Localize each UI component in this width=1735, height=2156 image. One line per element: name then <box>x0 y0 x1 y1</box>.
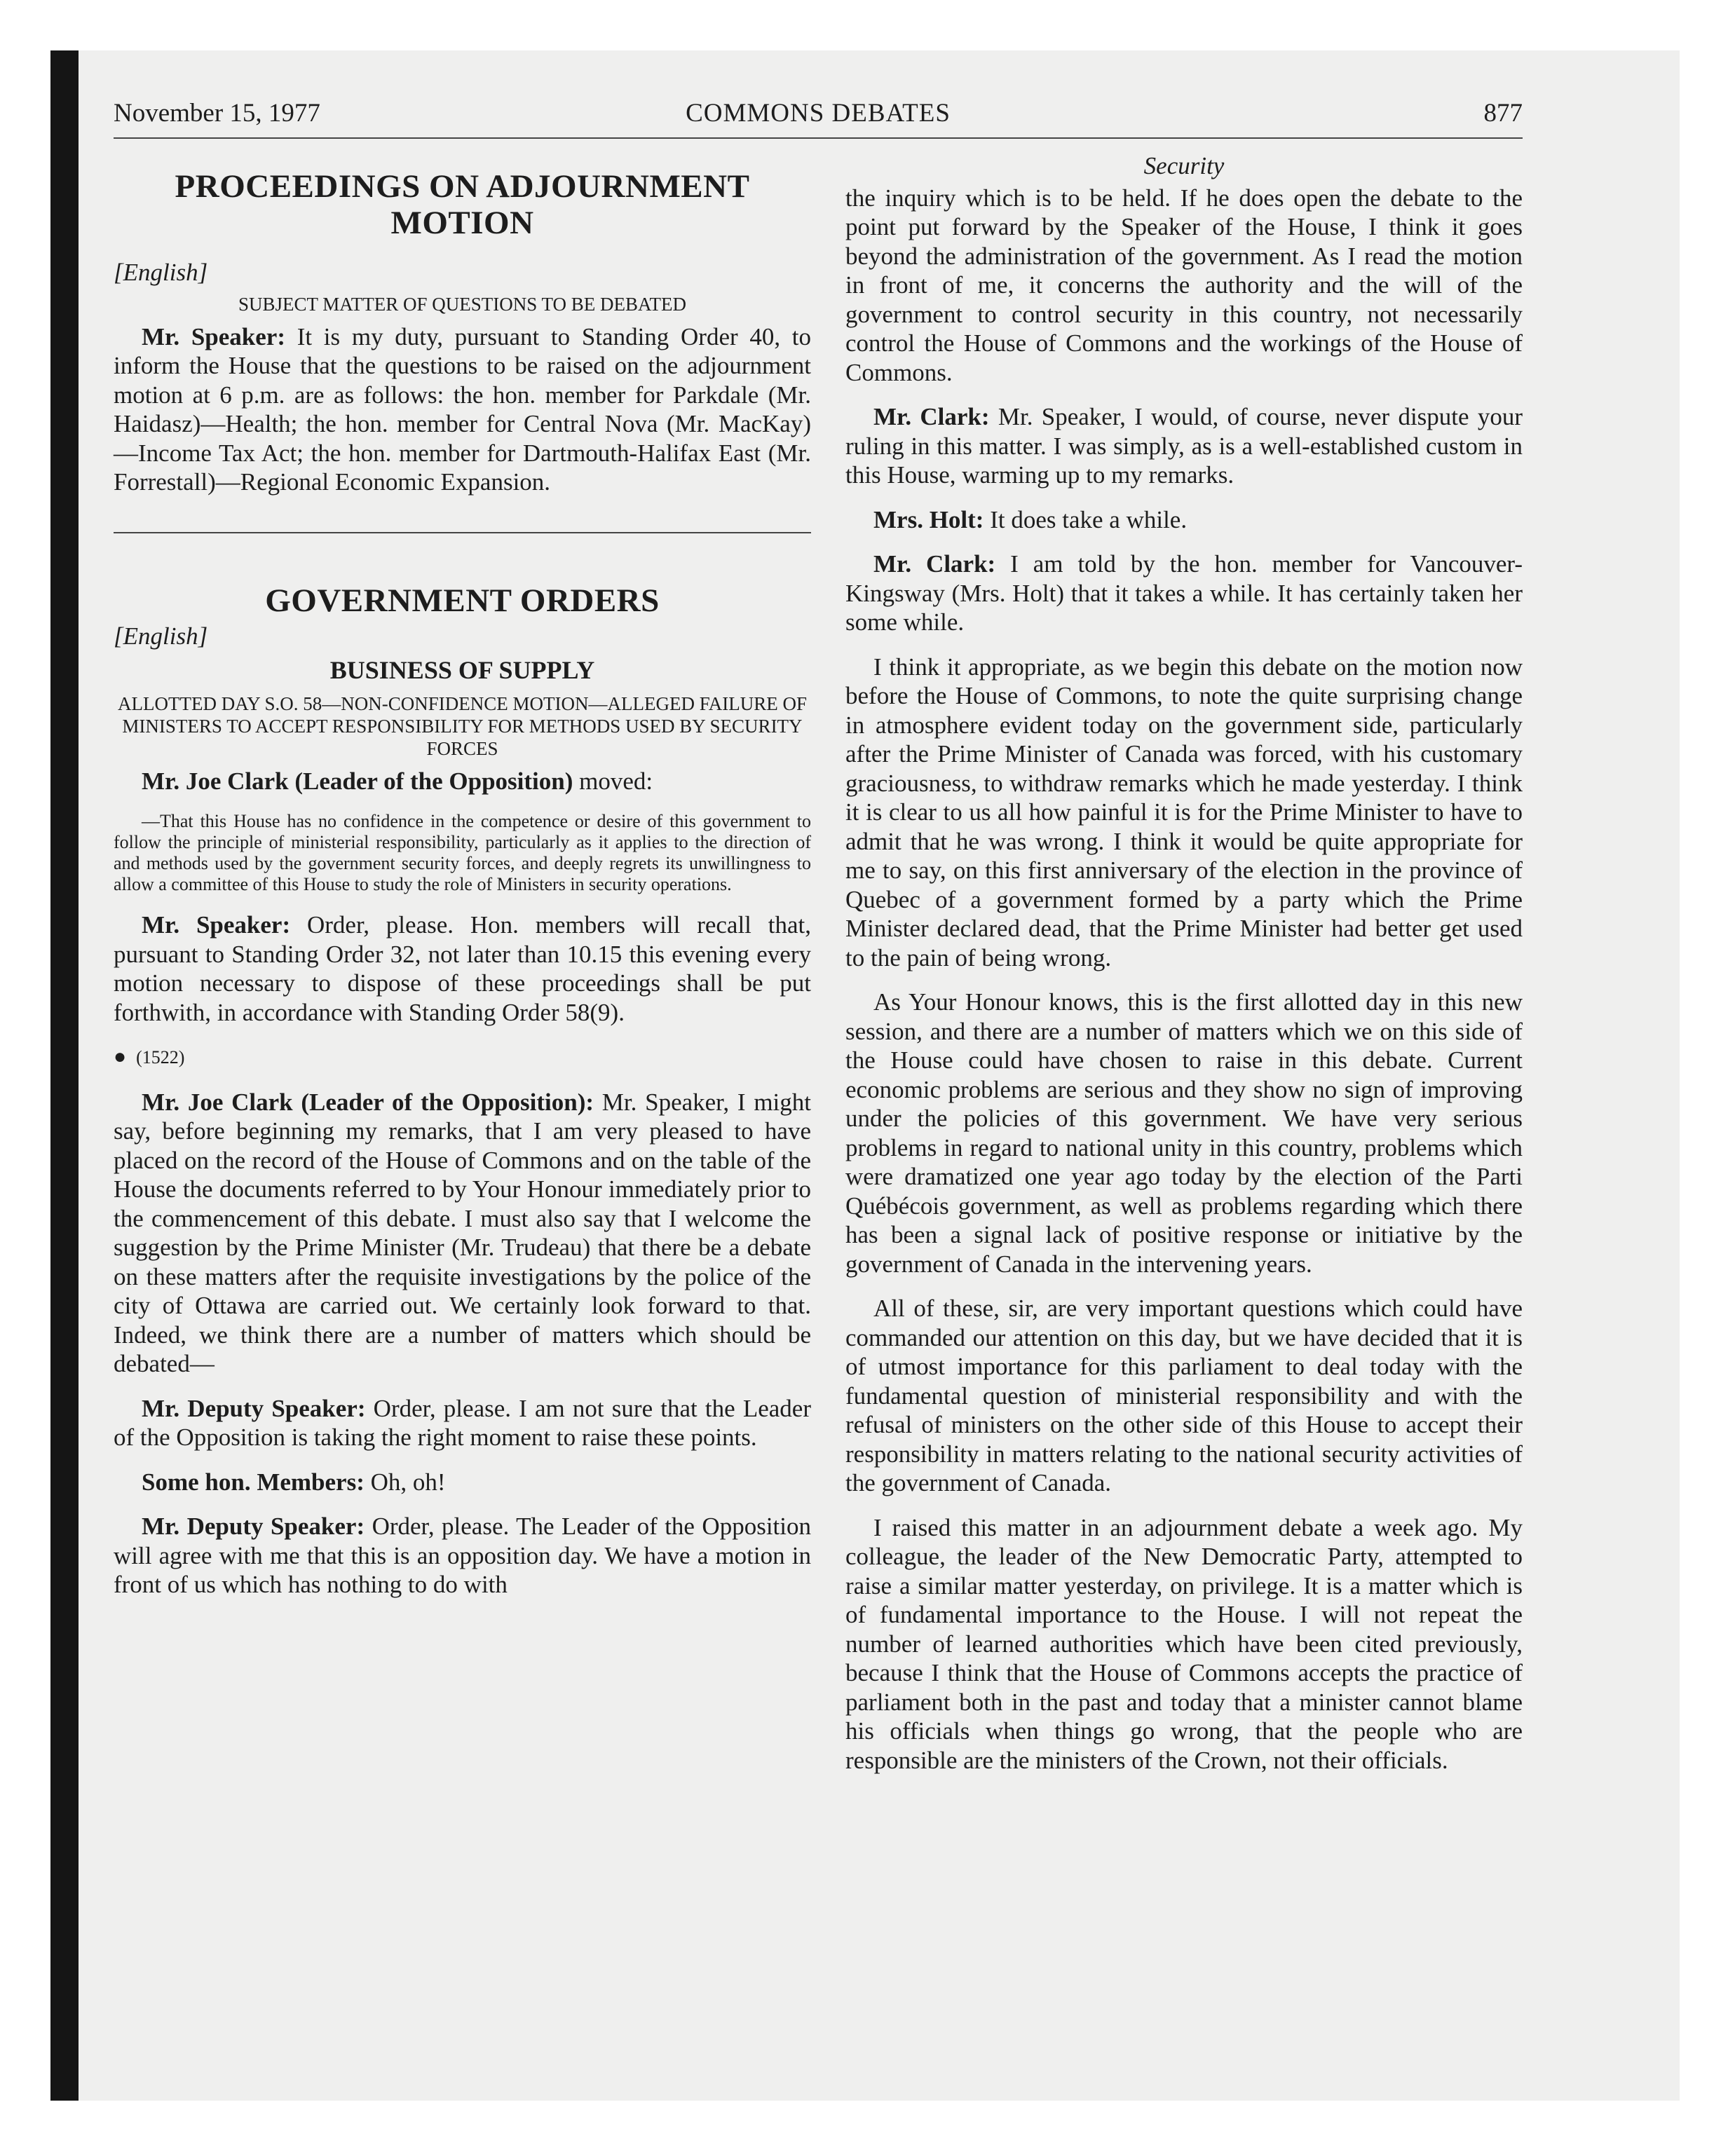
paragraph <box>114 1512 811 1599</box>
paragraph <box>845 402 1523 490</box>
speech-text: It is my duty, pursuant to Standing Order 40, to inform the House that the questions to be raised on the adjournment motion at 6 p.m. are as follows: the hon. member for Parkdale (Mr. Haidasz)—Health; the hon. member for Central Nova (Mr. MacKay)—Income Tax Act; the hon. member for Dartmouth-Halifax East (Mr. Forrestall)—Regional Economic Expansion. <box>114 322 812 496</box>
subheading-allotted-day: ALLOTTED DAY S.O. 58—NON-CONFIDENCE MOTION—ALLEGED FAILURE OF MINISTERS TO ACCEPT RESPONSIBILITY FOR METHODS USED BY SECURITY FORCES <box>118 692 807 759</box>
header-title: COMMONS DEBATES <box>686 99 951 128</box>
paragraph: the inquiry which is to be held. If he does open the debate to the point put forward by the Speaker of the House, I think it goes beyond the administration of the government. As I read the motion in front of me, it concerns the authority and the will of the government to control security in this country, not necessarily control the House of Commons and the workings of the House of Commons. <box>845 184 1523 386</box>
page-number: 877 <box>1483 99 1523 128</box>
speaker-name: Mr. Speaker: <box>142 911 291 939</box>
speaker-name: Mr. Joe Clark (Leader of the Opposition): <box>142 1088 594 1116</box>
speech-text: Mr. Speaker, I might say, before beginning my remarks, that I am very pleased to have placed on the record of the House of Commons and on the table of the House the documents referred to by Your Honour immediately prior to the commencement of this debate. I must also say that I welcome the suggestion by the Prime Minister (Mr. Trudeau) that there be a debate on these matters after the requisite investigations by the police of the city of Ottawa are carried out. We certainly look forward to that. Indeed, we think there are a number of matters which should be debated— <box>114 1088 811 1377</box>
paragraph <box>114 1394 811 1452</box>
speech-text: Order, please. Hon. members will recall that, pursuant to Standing Order 32, not later than 10.15 this evening every motion necessary to dispose of these proceedings shall be put forthwith, in accordance with Standing Order 58(9). <box>114 911 811 1026</box>
paragraph <box>845 550 1523 637</box>
speech-text: Mr. Speaker, I would, of course, never dispute your ruling in this matter. I was simply, as is a well-established custom in this House, warming up to my remarks. <box>845 403 1523 489</box>
scan-edge-shadow <box>50 50 79 2101</box>
right-column <box>845 151 1523 1790</box>
paragraph <box>114 1468 811 1497</box>
paragraph <box>845 505 1523 535</box>
speaker-name: Mrs. Holt: <box>873 505 984 533</box>
speech-text: It does take a while. <box>990 505 1188 533</box>
speaker-name: Mr. Deputy Speaker: <box>142 1394 366 1422</box>
paragraph <box>114 1088 811 1379</box>
subheading-business-of-supply: BUSINESS OF SUPPLY <box>329 656 595 684</box>
speech-text: moved: <box>579 767 653 795</box>
speaker-name: Mr. Clark: <box>873 403 990 430</box>
speaker-name: Mr. Clark: <box>873 550 996 578</box>
paragraph: I raised this matter in an adjournment debate a week ago. My colleague, the leader of the New Democratic Party, attempted to raise a similar matter yesterday, on privilege. It is a matter which is of fundamental importance to the House. I will not repeat the number of learned authorities which have been cited previously, because I think that the House of Commons accepts the practice of parliament both in the past and today that a minister cannot blame his officials when things go wrong, that the people who are responsible are the ministers of the Crown, not their officials. <box>845 1513 1523 1774</box>
speech-text: Order, please. I am not sure that the Leader of the Opposition is taking the right moment to raise these points. <box>114 1394 811 1451</box>
motion-text: —That this House has no confidence in the competence or desire of this government to follow the principle of ministerial responsibility, particularly as it applies to the direction of and methods used by the government security forces, and deeply regrets its unwillingness to allow a committee of this House to study the role of Ministers in security operations. <box>114 811 811 894</box>
language-tag: [English] <box>114 622 208 650</box>
paragraph: As Your Honour knows, this is the first allotted day in this new session, and there are a number of matters which we on this side of the House could have chosen to raise in this debate. Current economic problems are serious and they show no sign of improving under the policies of this government. We have very serious problems in regard to national unity in this country, problems which were dramatized one year ago today by the election of the Parti Québécois government, as well as problems regarding which there has been a signal lack of positive response or initiative by the government of Canada in the intervening years. <box>845 988 1523 1278</box>
left-column <box>114 168 811 1615</box>
speaker-name: Mr. Speaker: <box>142 322 285 350</box>
section-divider <box>114 532 811 533</box>
speech-text: I am told by the hon. member for Vancouver-Kingsway (Mrs. Holt) that it takes a while. It has certainly taken her some while. <box>845 550 1523 636</box>
speech-text: Order, please. The Leader of the Opposition will agree with me that this is an opposition day. We have a motion in front of us which has nothing to do with <box>114 1513 811 1598</box>
speaker-name: Mr. Joe Clark (Leader of the Opposition) <box>142 767 573 795</box>
paragraph: I think it appropriate, as we begin this debate on the motion now before the House of Commons, to note the quite surprising change in atmosphere evident today on the government side, particularly after the Prime Minister of Canada was forced, with his customary graciousness, to withdraw remarks which he made yesterday. I think it is clear to us all how painful it is for the Prime Minister to have to admit that he was wrong. I think it would be quite appropriate for me to say, on this first anniversary of the election in the province of Quebec of a government formed by a party which the Prime Minister declared dead, that the Prime Minister had better get used to the pain of being wrong. <box>845 653 1523 971</box>
bullet-icon: ● <box>114 1045 127 1068</box>
time-marker-text: (1522) <box>136 1047 185 1067</box>
language-tag: [English] <box>114 259 208 286</box>
paragraph <box>114 767 811 796</box>
running-section-label: Security <box>1143 152 1225 179</box>
paragraph: All of these, sir, are very important questions which could have commanded our attention on this day, but we have decided that it is of utmost importance for this parliament to deal today with the fundamental question of ministerial responsibility and with the refusal of ministers on the other side of this House to accept their responsibility in matters relating to the national security activities of the government of Canada. <box>845 1295 1523 1496</box>
paragraph <box>114 322 811 497</box>
header-date: November 15, 1977 <box>114 99 320 128</box>
time-marker <box>114 1042 811 1072</box>
section-heading-government-orders: GOVERNMENT ORDERS <box>265 582 660 619</box>
paragraph <box>114 910 811 1027</box>
page-header <box>114 98 1523 139</box>
speaker-name: Mr. Deputy Speaker: <box>142 1513 365 1540</box>
speaker-name: Some hon. Members: <box>142 1468 365 1496</box>
speech-text: Oh, oh! <box>370 1468 446 1496</box>
section-heading-adjournment: PROCEEDINGS ON ADJOURNMENT MOTION <box>175 168 750 241</box>
subheading-questions: SUBJECT MATTER OF QUESTIONS TO BE DEBATED <box>238 293 687 315</box>
